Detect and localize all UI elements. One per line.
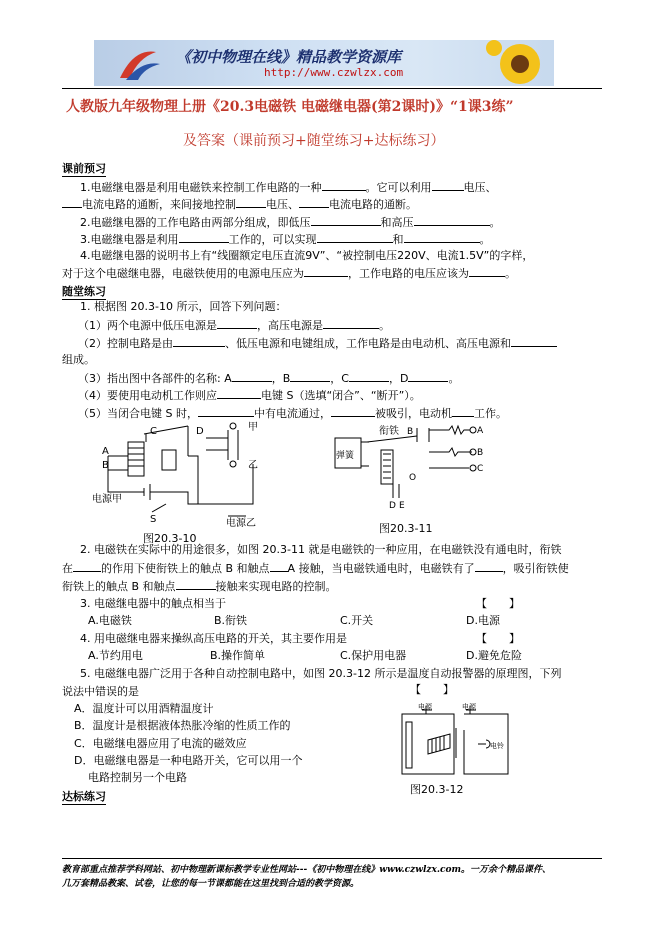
footer-line-2: 几万套精品教案、试卷，让您的每一节课都能在这里找到合适的教学资源。 xyxy=(62,879,360,889)
fig11-label-b: B xyxy=(407,427,414,437)
fig10-label-d: D xyxy=(196,426,204,437)
fig12-label-bell: 电铃 xyxy=(490,742,504,750)
classwork-q3-bracket: 【 】 xyxy=(476,597,520,610)
site-banner xyxy=(94,40,554,86)
fig11-label-armature: 衔铁 xyxy=(379,426,399,437)
classwork-q2-line2: 在 的作用下使衔铁上的触点 B 和触点 A 接触，当电磁铁通电时，电磁铁有了 ，吸引衔铁使 xyxy=(62,562,569,575)
preview-q1-line1: 1.电磁继电器是利用电磁铁来控制工作电路的一种 。它可以利用 电压、 xyxy=(80,181,497,194)
fig11-label-e: E xyxy=(399,501,405,510)
classwork-q1-2-cont: 组成。 xyxy=(62,353,95,366)
fig10-label-b: B xyxy=(102,460,109,471)
fig11-label-d: D xyxy=(389,501,396,510)
fig10-label-c: C xyxy=(150,426,157,437)
footer-rule xyxy=(62,858,602,859)
classwork-q1-2: （2）控制电路是由 、低压电源和电键组成，工作电路是由电动机、高压电源和 xyxy=(78,336,557,351)
section-standard: 达标练习 xyxy=(62,790,106,803)
banner-title: 《初中物理在线》精品教学资源库 xyxy=(176,48,402,66)
q4-option-b: B.操作简单 xyxy=(210,649,266,662)
fig11-label-a: A xyxy=(477,426,484,436)
fig12-label-source-2: 电源 xyxy=(462,703,476,711)
classwork-q2-line1: 2. 电磁铁在实际中的用途很多，如图 20.3-11 就是电磁铁的一种应用，在电磁铁没有通电时，衔铁 xyxy=(80,543,562,556)
fig10-label-source-jia: 电源甲 xyxy=(92,494,122,505)
sunflower-image xyxy=(486,40,554,86)
q5-option-d: D．电磁继电器是一种电路开关，它可以用一个 xyxy=(74,754,303,767)
classwork-q5-bracket: 【 】 xyxy=(410,683,454,696)
preview-q1-line2: 电流电路的通断，来间接地控制 电压、 电流电路的通断。 xyxy=(62,197,417,212)
q4-option-c: C.保护用电器 xyxy=(340,649,407,662)
classwork-q5-line1: 5. 电磁继电器广泛用于各种自动控制电路中，如图 20.3-12 所示是温度自动报警器的原理图，下列 xyxy=(80,667,562,680)
page-title: 人教版九年级物理上册《20.3电磁铁 电磁继电器(第2课时)》“1课3练” xyxy=(66,99,514,115)
fig11-label-c: C xyxy=(477,464,484,474)
classwork-q2-line3: 衔铁上的触点 B 和触点 接触来实现电路的控制。 xyxy=(62,580,337,593)
fig10-label-source-yi: 电源乙 xyxy=(226,518,256,528)
q5-option-a: A．温度计可以用酒精温度计 xyxy=(74,702,214,715)
classwork-q1-3: （3）指出图中各部件的名称: A ，B ，C ，D 。 xyxy=(78,372,460,385)
fig12-caption: 图20.3-12 xyxy=(410,783,464,796)
q3-option-d: D.电源 xyxy=(466,614,500,627)
section-preview: 课前预习 xyxy=(62,162,106,175)
q3-option-a: A.电磁铁 xyxy=(88,614,132,627)
classwork-q5-line2: 说法中错误的是 xyxy=(62,685,139,698)
q5-option-d-cont: 电路控制另一个电路 xyxy=(88,771,187,784)
q5-option-c: C．电磁继电器应用了电流的磁效应 xyxy=(74,737,247,750)
classwork-q4: 4. 用电磁继电器来操纵高压电路的开关，其主要作用是 xyxy=(80,632,347,645)
fig10-label-yi: 乙 xyxy=(248,460,258,471)
q5-option-b: B．温度计是根据液体热胀冷缩的性质工作的 xyxy=(74,719,291,732)
footer-text xyxy=(62,863,551,891)
fig11-label-spring: 弹簧 xyxy=(336,451,355,461)
figure-20-3-10 xyxy=(88,420,268,528)
classwork-q4-bracket: 【 】 xyxy=(476,632,520,645)
figure-20-3-11 xyxy=(333,420,493,510)
classwork-q1: 1. 根据图 20.3-10 所示，回答下列问题： xyxy=(80,300,287,313)
classwork-q1-5: （5）当闭合电键 S 时， 中有电流通过， 被吸引，电动机 工作。 xyxy=(78,407,507,420)
fig11-label-o: O xyxy=(409,473,417,483)
classwork-q1-4: （4）要使用电动机工作则应 电键 S（选填“闭合”、“断开”）。 xyxy=(78,389,421,402)
preview-q4-line1: 4.电磁继电器的说明书上有“线圈额定电压直流9V”、“被控制电压220V、电流1.5V”的字样， xyxy=(80,249,534,262)
preview-q2: 2.电磁继电器的工作电路由两部分组成，即低压 和高压 。 xyxy=(80,216,501,229)
fig10-label-a: A xyxy=(102,446,109,457)
fig10-label-s: S xyxy=(150,514,157,525)
fig10-caption: 图20.3-10 xyxy=(143,532,197,545)
classwork-q3: 3. 电磁继电器中的触点相当于 xyxy=(80,597,226,610)
site-logo xyxy=(116,44,162,84)
preview-q4-line2: 对于这个电磁继电器，电磁铁使用的电源电压应为 ，工作电路的电压应该为 。 xyxy=(62,267,516,280)
q3-option-b: B.衔铁 xyxy=(214,614,248,627)
page-subtitle: 及答案（课前预习+随堂练习+达标练习） xyxy=(183,133,445,149)
fig11-label-b2: B xyxy=(477,448,484,458)
header-rule xyxy=(62,88,602,89)
banner-url: http://www.czwlzx.com xyxy=(264,66,404,79)
fig10-label-jia: 甲 xyxy=(248,422,258,433)
q4-option-a: A.节约用电 xyxy=(88,649,143,662)
figure-20-3-12 xyxy=(392,700,518,778)
preview-q3: 3.电磁继电器是利用 工作的，可以实现 和 。 xyxy=(80,233,491,246)
footer-line-1: 教育部重点推荐学科网站、初中物理新课标教学专业性网站---《初中物理在线》www.czwlzx.com。一万余个精品课件、 xyxy=(62,865,552,875)
fig12-label-source-1: 电源 xyxy=(418,703,432,711)
section-classwork: 随堂练习 xyxy=(62,285,106,298)
q4-option-d: D.避免危险 xyxy=(466,649,522,662)
q3-option-c: C.开关 xyxy=(340,614,374,627)
classwork-q1-1: （1）两个电源中低压电源是 ，高压电源是 。 xyxy=(78,319,390,332)
fig11-caption: 图20.3-11 xyxy=(379,522,433,535)
